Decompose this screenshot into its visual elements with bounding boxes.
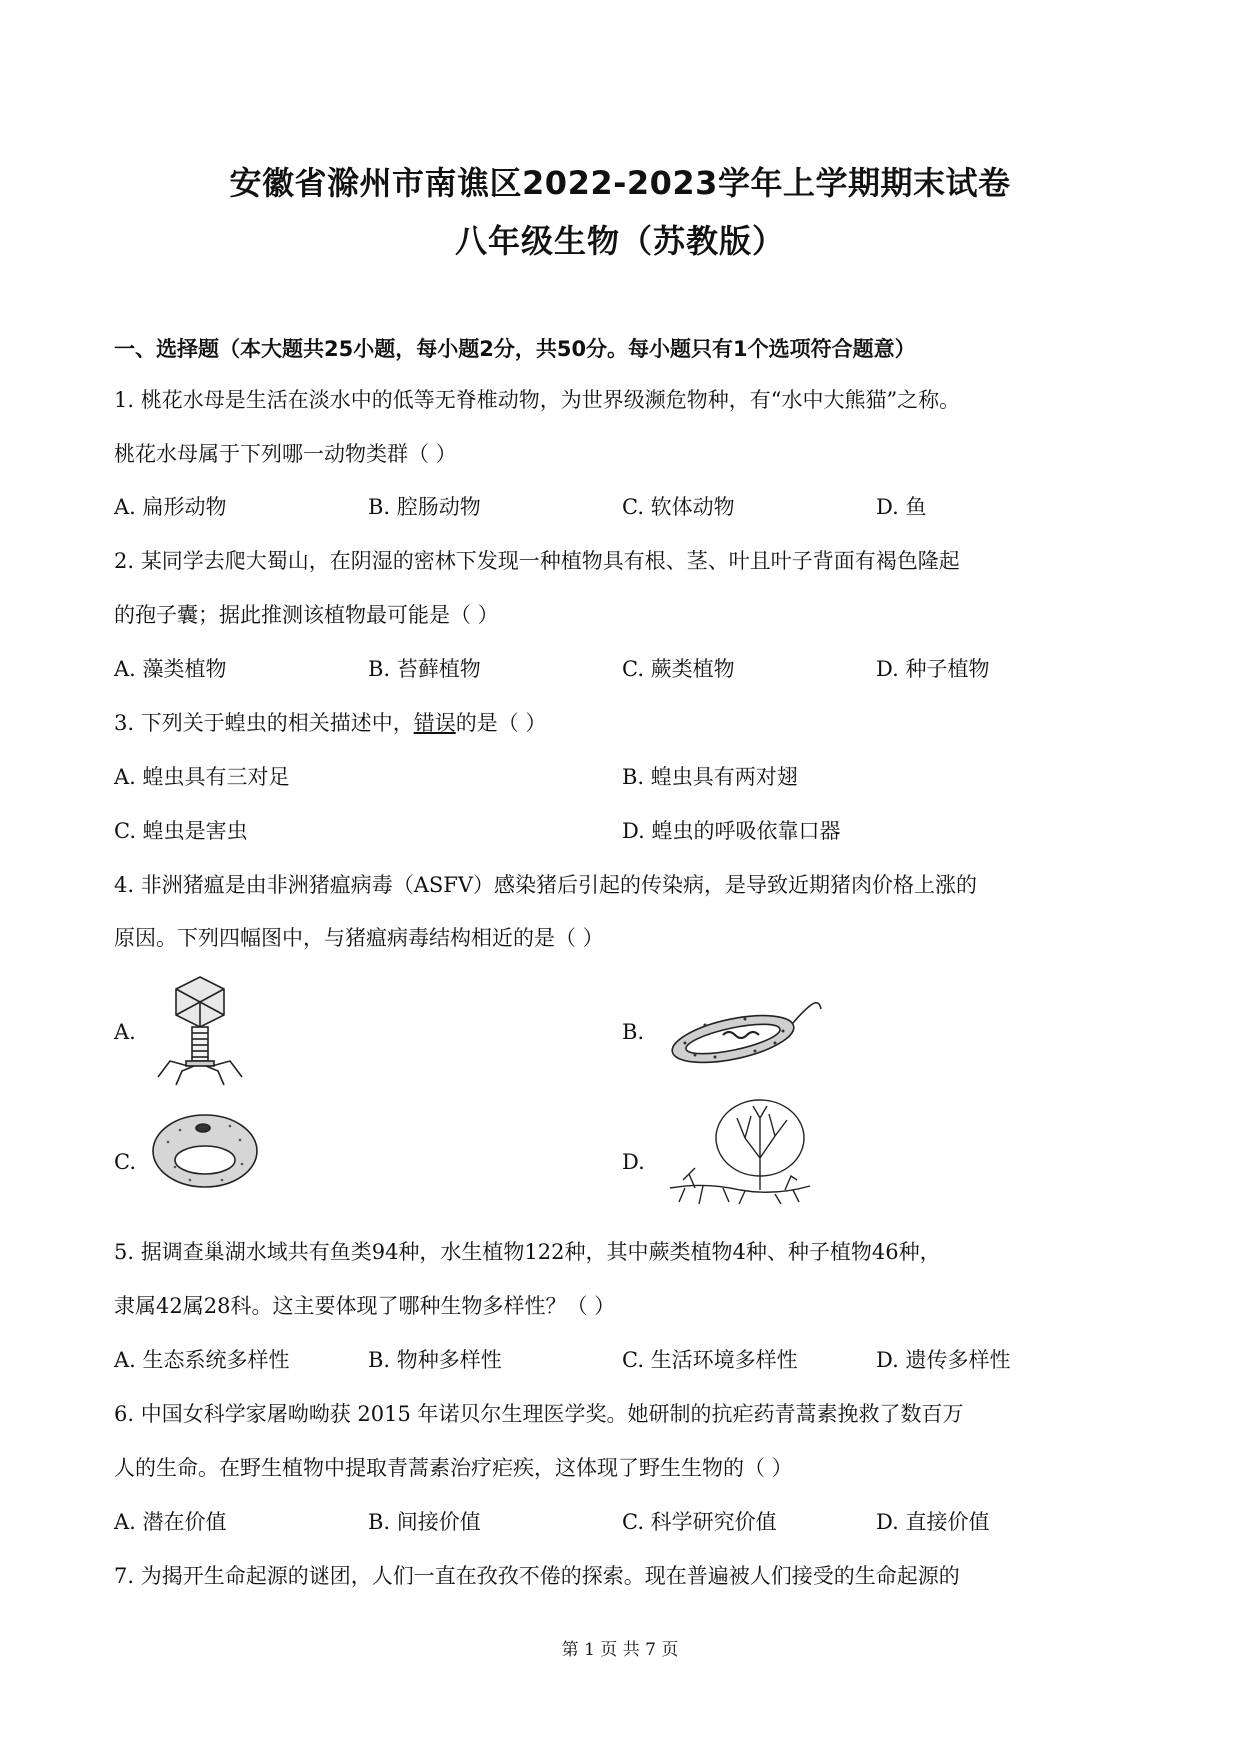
q1-option-d: D. 鱼 [876,495,927,519]
q1-stem-line2: 桃花水母属于下列哪一动物类群（ ） [114,442,457,466]
section-heading: 一、选择题（本大题共25小题，每小题2分，共50分。每小题只有1个选项符合题意） [114,337,916,361]
yeast-cell-figure [150,1112,260,1190]
q3-option-c: C. 蝗虫是害虫 [114,819,248,843]
q2-option-d: D. 种子植物 [876,657,990,681]
bacteriophage-figure [150,975,250,1087]
q3-stem [114,708,546,738]
q2-option-b: B. 苔藓植物 [368,657,481,681]
page-subtitle: 八年级生物（苏教版） [454,222,785,260]
q5-option-b: B. 物种多样性 [368,1348,502,1372]
q5-option-c: C. 生活环境多样性 [622,1348,798,1372]
q2-option-c: C. 蕨类植物 [622,657,735,681]
q1-option-b: B. 腔肠动物 [368,495,481,519]
q3-option-d: D. 蝗虫的呼吸依靠口器 [622,819,841,843]
q6-stem-line1: 6. 中国女科学家屠呦呦获 2015 年诺贝尔生理医学奖。她研制的抗疟药青蒿素挽救了数百万 [114,1402,964,1426]
q5-stem-line2: 隶属42属28科。这主要体现了哪种生物多样性？（ ） [114,1294,616,1318]
q3-option-a: A. 蝗虫具有三对足 [114,765,290,789]
q6-option-c: C. 科学研究价值 [622,1510,777,1534]
q2-stem-line2: 的孢子囊；据此推测该植物最可能是（ ） [114,603,499,627]
q6-option-d: D. 直接价值 [876,1510,990,1534]
q4-option-d-label: D. [622,1150,645,1174]
mold-figure [665,1098,815,1206]
q7-stem-line1: 7. 为揭开生命起源的谜团，人们一直在孜孜不倦的探索。现在普遍被人们接受的生命起源的 [114,1564,960,1588]
q4-stem-line1: 4. 非洲猪瘟是由非洲猪瘟病毒（ASFV）感染猪后引起的传染病，是导致近期猪肉价格上涨的 [114,873,977,897]
q6-option-a: A. 潜在价值 [114,1510,227,1534]
q1-option-c: C. 软体动物 [622,495,735,519]
q3-stem-emphasis: 错误 [413,711,456,735]
q4-option-b-label: B. [622,1020,645,1044]
q4-option-c-label: C. [114,1150,136,1174]
q5-option-a: A. 生态系统多样性 [114,1348,290,1372]
q6-stem-line2: 人的生命。在野生植物中提取青蒿素治疗疟疾，这体现了野生生物的（ ） [114,1456,793,1480]
q5-stem-line1: 5. 据调查巢湖水域共有鱼类94种，水生植物122种，其中蕨类植物4种、种子植物46种， [114,1240,941,1264]
bacterium-figure [665,995,825,1065]
page-title: 安徽省滁州市南谯区2022-2023学年上学期期末试卷 [229,164,1011,202]
q3-stem-prefix: 3. 下列关于蝗虫的相关描述中， [114,711,414,735]
q6-option-b: B. 间接价值 [368,1510,481,1534]
q4-option-a-label: A. [114,1020,136,1044]
q2-stem-line1: 2. 某同学去爬大蜀山，在阴湿的密林下发现一种植物具有根、茎、叶且叶子背面有褐色隆起 [114,549,960,573]
q2-option-a: A. 藻类植物 [114,657,227,681]
page-footer: 第 1 页 共 7 页 [561,1640,679,1660]
q3-option-b: B. 蝗虫具有两对翅 [622,765,798,789]
q1-stem-line1: 1. 桃花水母是生活在淡水中的低等无脊椎动物，为世界级濒危物种，有“水中大熊猫”之称。 [114,388,961,412]
q4-stem-line2: 原因。下列四幅图中，与猪瘟病毒结构相近的是（ ） [114,926,604,950]
q1-option-a: A. 扁形动物 [114,495,227,519]
q5-option-d: D. 遗传多样性 [876,1348,1011,1372]
q3-stem-suffix: 的是（ ） [455,711,547,735]
